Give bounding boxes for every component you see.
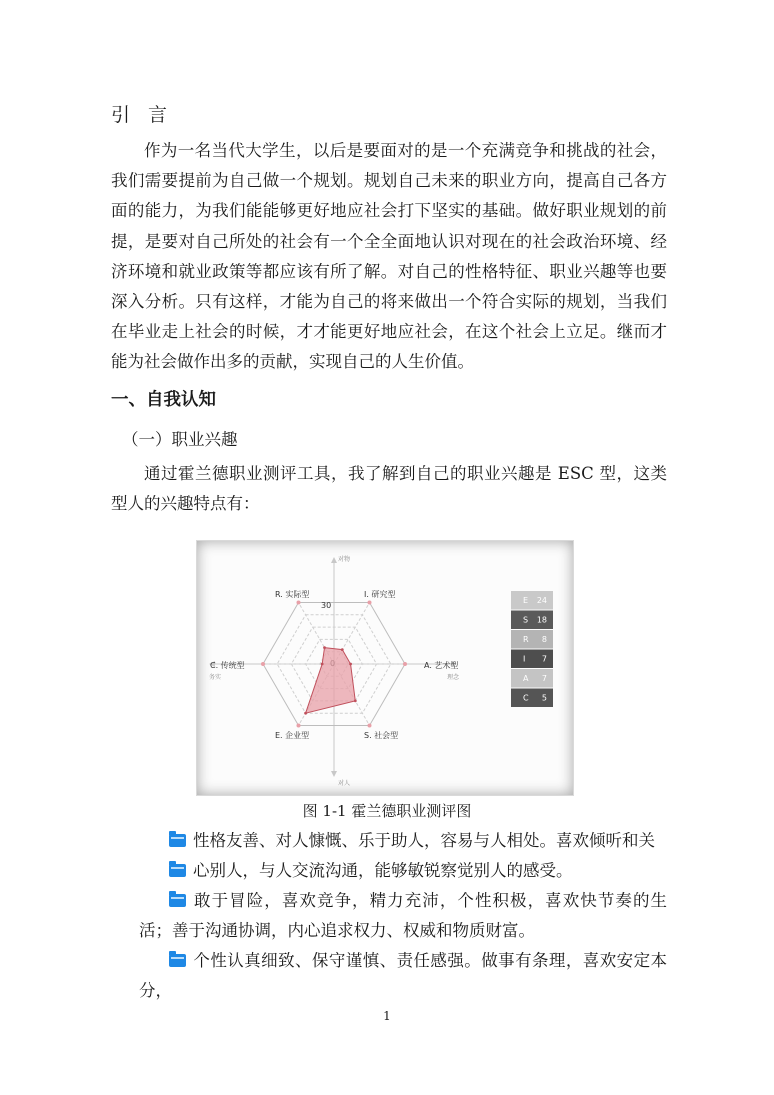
score-letter: E xyxy=(523,596,529,605)
axis-label-left: 务实 xyxy=(209,674,222,681)
holland-chart-figure xyxy=(196,540,574,796)
category-label: I. 研究型 xyxy=(364,590,396,599)
score-letter: I xyxy=(523,654,526,664)
score-letter: C xyxy=(523,693,529,703)
bullet-text: 心别人，与人交流沟通，能够敏锐察觉别人的感受。 xyxy=(193,861,573,880)
bullet-item xyxy=(139,946,667,1006)
data-series-area xyxy=(306,648,356,714)
vertex-dot xyxy=(297,723,301,727)
folder-icon xyxy=(169,834,186,847)
vertex-dot xyxy=(368,601,372,605)
category-label: A. 艺术型 xyxy=(424,661,459,670)
scale-max-label: 30 xyxy=(321,601,332,610)
vertex-dot xyxy=(403,662,407,666)
radar-chart xyxy=(197,541,573,795)
data-point xyxy=(321,663,324,666)
score-value: 7 xyxy=(541,674,547,683)
score-letter: R xyxy=(523,635,529,644)
data-point xyxy=(341,648,344,651)
bullet-text: 敢于冒险，喜欢竞争，精力充沛，个性积极，喜欢快节奏的生活；善于沟通协调，内心追求权力、权威和物质财富。 xyxy=(139,891,667,941)
bullet-item xyxy=(139,886,667,946)
category-label: C. 传统型 xyxy=(210,661,245,670)
category-label: E. 企业型 xyxy=(275,731,310,740)
intro-heading: 引 言 xyxy=(111,104,174,126)
page-number: 1 xyxy=(383,1009,391,1023)
figure-caption: 图 1-1 霍兰德职业测评图 xyxy=(302,802,472,820)
intro-paragraph: 作为一名当代大学生，以后是要面对的是一个充满竞争和挑战的社会，我们需要提前为自己做一个规划。规划自己未来的职业方向，提高自己各方面的能力，为我们能能够更好地应社会打下坚实的基础。做好职业规划的前提，是要对自己所处的社会有一个全全面地认识对现在的社会政治环境、经济环境和就业政策等都应该有所了解。对自己的性格特征、职业兴趣等也要深入分析。只有这样，才能为自己的将来做出一个符合实际的规划，当我们在毕业走上社会的时候，才才能更好地应社会，在这个社会上立足。继而才能为社会做作出多的贡献，实现自己的人生价值。 xyxy=(111,141,667,372)
data-point xyxy=(354,699,357,702)
score-letter: A xyxy=(523,674,529,683)
bullet-item xyxy=(139,856,667,886)
axis-label-bottom: 对人 xyxy=(338,780,351,787)
data-point xyxy=(323,646,326,649)
data-point xyxy=(304,712,307,715)
subsection-heading: （一）职业兴趣 xyxy=(122,430,238,449)
axis-label-top: 对物 xyxy=(338,556,351,563)
bullet-text: 性格友善、对人慷慨、乐于助人，容易与人相处。喜欢倾听和关 xyxy=(193,831,655,850)
category-label: S. 社会型 xyxy=(364,731,399,740)
score-letter: S xyxy=(523,615,529,625)
folder-icon xyxy=(169,954,186,967)
bullet-text: 个性认真细致、保守谨慎、责任感强。做事有条理，喜欢安定本分， xyxy=(139,951,667,1001)
section-paragraph: 通过霍兰德职业测评工具，我了解到自己的职业兴趣是 ESC 型，这类型人的兴趣特点有： xyxy=(111,464,667,514)
bullet-item xyxy=(139,826,667,856)
axis-arrow-top xyxy=(331,557,337,563)
axis-label-right: 理念 xyxy=(447,674,460,681)
data-point xyxy=(349,663,352,666)
score-value: 18 xyxy=(536,615,547,625)
score-value: 7 xyxy=(541,654,547,664)
section-heading: 一、自我认知 xyxy=(111,390,216,410)
score-value: 5 xyxy=(541,693,547,703)
vertex-dot xyxy=(261,662,265,666)
folder-icon xyxy=(169,864,186,877)
axis-arrow-bottom xyxy=(331,771,337,777)
vertex-dot xyxy=(297,601,301,605)
score-value: 24 xyxy=(536,596,547,605)
score-value: 8 xyxy=(541,635,547,644)
folder-icon xyxy=(169,894,186,907)
vertex-dot xyxy=(368,723,372,727)
category-label: R. 实际型 xyxy=(275,590,310,599)
